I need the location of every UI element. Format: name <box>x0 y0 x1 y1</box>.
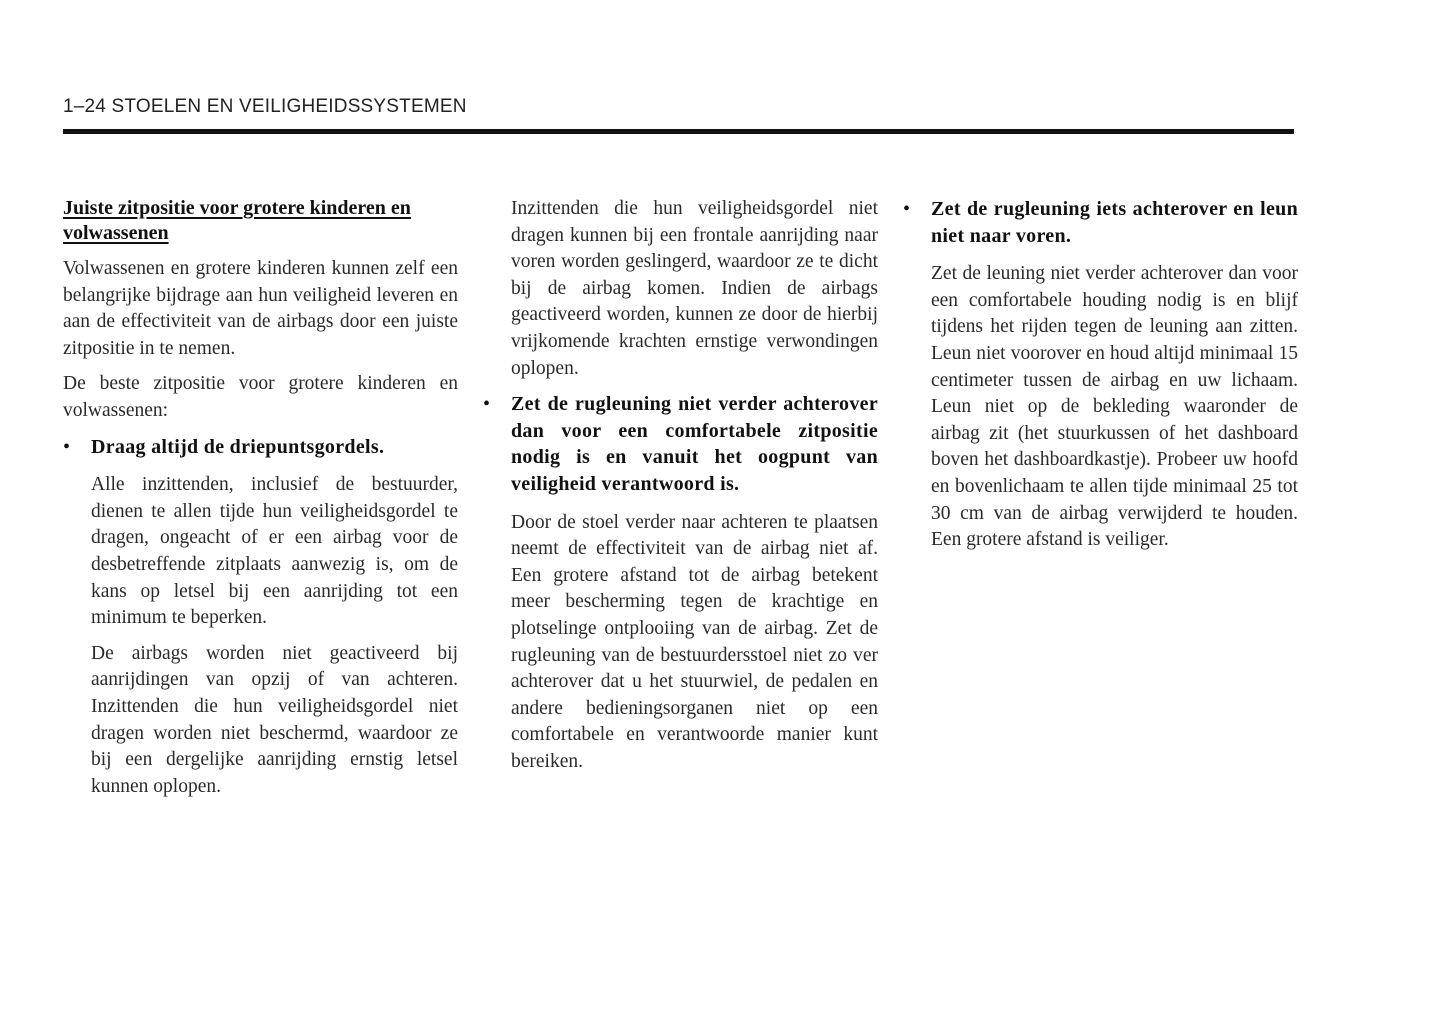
header-rule <box>63 129 1294 134</box>
bullet-heading: Zet de rugleuning niet verder achterover dan voor een comfortabele zitpositie nodig is en vanuit het oogpunt van veiligheid verantwoord is. <box>511 393 878 495</box>
paragraph: Alle inzittenden, inclusief de bestuurder, dienen te allen tijde hun veiligheidsgordel te dragen, ongeacht of er een airbag voor de desbetreffende zitplaats aanwezig is, om de kans op letsel bij een aanrijding tot een minimum te beperken. <box>91 474 458 629</box>
paragraph: Door de stoel verder naar achteren te plaatsen neemt de effectiviteit van de airbag niet af. Een grotere afstand tot de airbag betekent meer bescherming tegen de krachtige en plotselinge ontplooiing van de airbag. Zet de rugleuning van de bestuurdersstoel niet zo ver achterover dat u het stuurwiel, de pedalen en andere bedieningsorganen niet op een comfortabele en verantwoorde manier kunt bereiken. <box>511 511 878 772</box>
bullet-item <box>903 196 1298 249</box>
paragraph: Inzittenden die hun veiligheidsgordel niet dragen kunnen bij een frontale aanrijding naar voren worden geslingerd, waardoor ze te dicht bij de airbag komen. Indien de airbags geactiveerd worden, kunnen ze door de hierbij vrijkomende krachten ernstige verwondingen oplopen. <box>511 198 878 379</box>
column-3 <box>903 196 1298 563</box>
bullet-icon: • <box>63 435 71 458</box>
bullet-heading: Draag altijd de driepuntsgordels. <box>91 435 385 458</box>
section-title: Juiste zitpositie voor grotere kinderen en volwassenen <box>63 197 411 244</box>
column-2 <box>483 196 878 784</box>
bullet-item <box>63 434 458 461</box>
bullet-heading: Zet de rugleuning iets achterover en leun niet naar voren. <box>931 198 1298 247</box>
bullet-icon: • <box>483 393 491 416</box>
paragraph: Volwassenen en grotere kinderen kunnen zelf een belangrijke bijdrage aan hun veiligheid leveren en aan de effectiviteit van de airbags door een juiste zitpositie in te nemen. <box>63 258 458 359</box>
bullet-item <box>483 391 878 497</box>
paragraph: De airbags worden niet geactiveerd bij aanrijdingen van opzij of van achteren. Inzittenden die hun veiligheidsgordel niet dragen worden niet beschermd, waardoor ze bij een dergelijke aanrijding ernstig letsel kunnen oplopen. <box>91 642 458 797</box>
paragraph: Zet de leuning niet verder achterover dan voor een comfortabele houding nodig is en blijf tijdens het rijden tegen de leuning aan zitten. Leun niet voorover en houd altijd minimaal 15 centimeter tussen de airbag en uw lichaam. Leun niet op de bekleding waaronder de airbag zit (het stuurkussen of het dashboard boven het dashboardkastje). Probeer uw hoofd en bovenlichaam te allen tijde minimaal 25 tot 30 cm van de airbag verwijderd te houden. Een grotere afstand is veiliger. <box>931 263 1298 551</box>
page-header: 1–24 STOELEN EN VEILIGHEIDSSYSTEMEN <box>63 96 467 117</box>
paragraph: De beste zitpositie voor grotere kinderen en volwassenen: <box>63 373 458 421</box>
bullet-icon: • <box>903 198 911 220</box>
column-1 <box>63 196 458 809</box>
